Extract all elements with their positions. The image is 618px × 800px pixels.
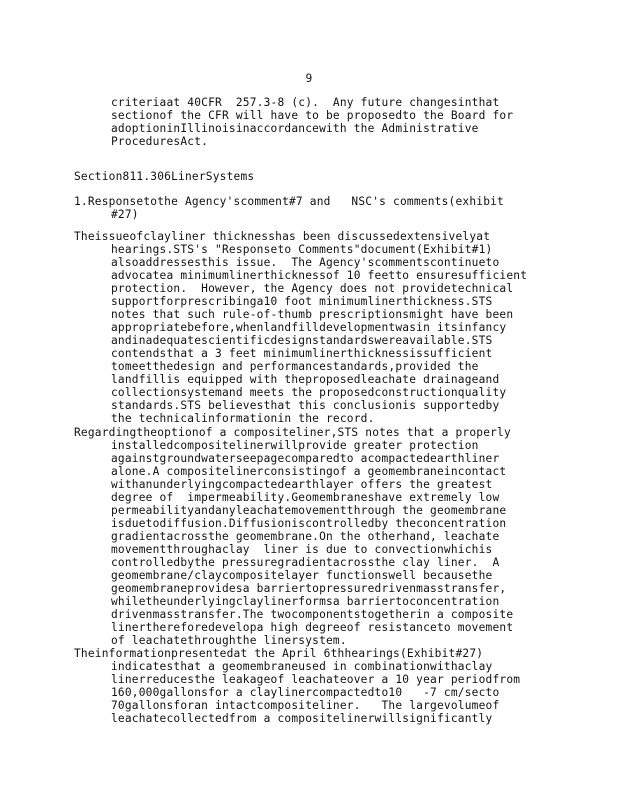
text-line: gradientacrossthe geomembrane.On the otherhand, leachate [111,530,500,543]
text-line: appropriatebefore,whenlandfilldevelopmentwasin itsinfancy [111,321,507,334]
text-line: degree of impermeability.Geomembraneshave extremely low [111,491,500,504]
text-line: alone.A compositelinerconsistingof a geomembraneincontact [111,465,507,478]
text-line: andinadequatescientificdesignstandardswereavailable.STS [111,334,493,347]
text-line: #27) [111,208,139,221]
text-line: installedcompositelinerwillprovide greater protection [111,439,479,452]
page-number: 9 [305,72,313,85]
text-line: adoptioninIllinoisinaccordancewith the Administrative [111,122,479,135]
text-line: linerreducesthe leakageof leachateover a 10 year periodfrom [111,673,521,686]
text-line: movementthroughaclay liner is due to convectionwhichis [111,543,493,556]
text-line: 70gallonsforan intactcompositeliner. The largevolumeof [111,699,500,712]
text-line: collectionsystemand meets the proposedconstructionquality [111,386,507,399]
text-line: Regardingtheoptionof a compositeliner,STS notes that a properly [74,426,511,439]
text-line: linerthereforedevelopa high degreeof resistanceto movement [111,621,514,634]
text-line: againstgroundwaterseepagecomparedto acompactedearthliner [111,452,500,465]
text-line: indicatesthat a geomembraneused in combinationwithaclay [111,660,493,673]
text-line: landfillis equipped with theproposedleachate drainageand [111,373,500,386]
text-line: the technicalinformationin the record. [111,412,375,425]
text-line: advocatea minimumlinerthicknessof 10 feetto ensuresufficient [111,269,528,282]
text-line: protection. However, the Agency does not providetechnical [111,282,514,295]
text-line: ProceduresAct. [111,135,209,148]
text-line: notes that such rule-of-thumb prescriptionsmight have been [111,308,514,321]
text-line: Theinformationpresentedat the April 6thhearings(Exhibit#27) [74,647,484,660]
text-line: whiletheunderlyingclaylinerformsa barriertoconcentration [111,595,500,608]
text-line: alsoaddressesthis issue. The Agency'scommentscontinueto [111,256,500,269]
text-line: geomembraneprovidesa barriertopressuredrivenmasstransfer, [111,582,507,595]
text-line: hearings.STS's "Responseto Comments"document(Exhibit#1) [111,243,493,256]
text-line: leachatecollectedfrom a compositelinerwillsignificantly [111,712,493,725]
text-line: drivenmasstransfer.The twocomponentstogetherin a composite [111,608,514,621]
text-line: supportforprescribinga10 foot minimumlinerthickness.STS [111,295,493,308]
text-line: geomembrane/claycompositelayer functionswell becausethe [111,569,493,582]
text-line: of leachatethroughthe linersystem. [111,634,347,647]
text-line: tomeetthedesign and performancestandards,provided the [111,360,479,373]
text-line: withanunderlyingcompactedearthlayer offers the greatest [111,478,493,491]
text-line: contendsthat a 3 feet minimumlinerthicknessissufficient [111,347,493,360]
text-line: 1.Responsetothe Agency'scomment#7 and NSC's comments(exhibit [74,195,504,208]
text-line: Theissueofclayliner thicknesshas been discussedextensivelyat [74,230,491,243]
text-line: standards.STS believesthat this conclusionis supportedby [111,399,500,412]
section-heading: Section811.306LinerSystems [74,170,255,183]
text-line: permeabilityandanyleachatemovementthrough the geomembrane [111,504,507,517]
text-line: criteriaat 40CFR 257.3-8 (c). Any future changesinthat [111,96,500,109]
text-line: 160,000gallonsfor a claylinercompactedto10 -7 cm/secto [111,686,500,699]
text-line: isduetodiffusion.Diffusioniscontrolledby theconcentration [111,517,507,530]
text-line: sectionof the CFR will have to be proposedto the Board for [111,109,514,122]
text-line: controlledbythe pressuregradientacrossthe clay liner. A [111,556,500,569]
